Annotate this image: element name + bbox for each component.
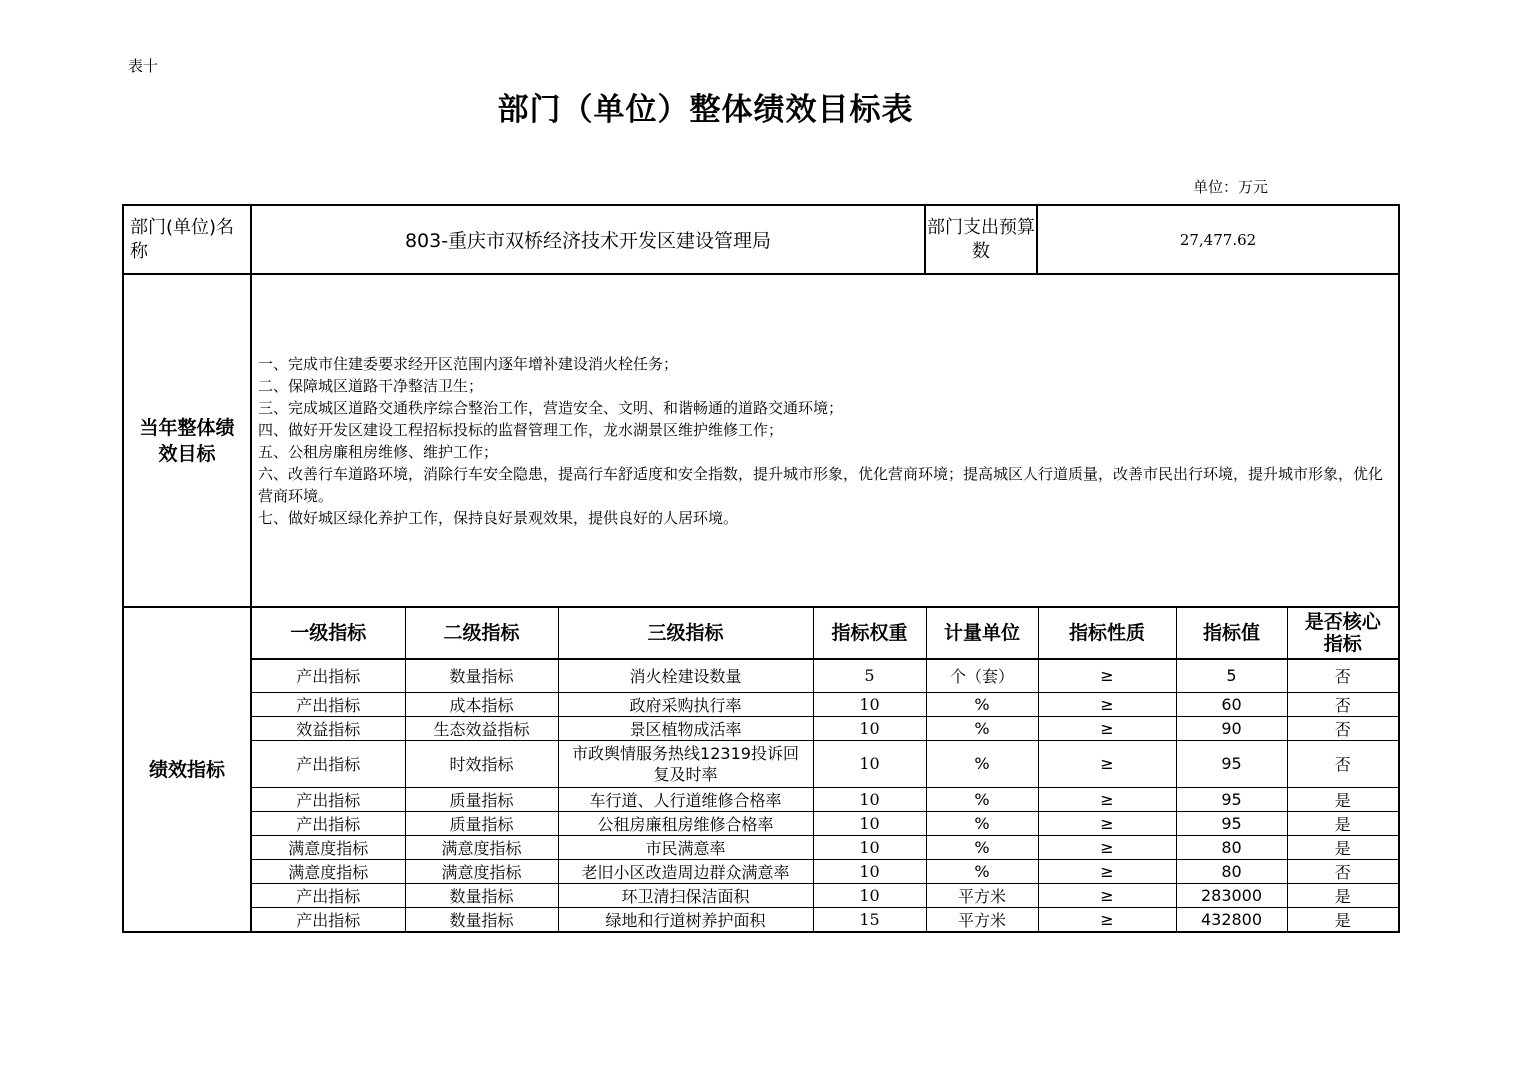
cell: ≥ xyxy=(1038,811,1176,835)
page-title: 部门（单位）整体绩效目标表 xyxy=(497,92,914,128)
cell: 10 xyxy=(813,716,926,740)
cell: 5 xyxy=(1176,659,1287,692)
indicators-header-row xyxy=(252,608,1398,659)
cell: % xyxy=(926,787,1038,811)
goal-item: 六、改善行车道路环境，消除行车安全隐患，提高行车舒适度和安全指数，提升城市形象，优化营商环境；提高城区人行道质量，改善市民出行环境，提升城市形象，优化营商环境。 xyxy=(258,464,1384,505)
cell: 市民满意率 xyxy=(558,835,813,859)
goal-item: 三、完成城区道路交通秩序综合整治工作，营造安全、文明、和谐畅通的道路交通环境； xyxy=(258,398,844,417)
cell: 产出指标 xyxy=(252,787,405,811)
cell: 公租房廉租房维修合格率 xyxy=(558,811,813,835)
table-row xyxy=(252,883,1398,907)
cell: ≥ xyxy=(1038,835,1176,859)
budget-value: 27,477.62 xyxy=(1037,205,1399,274)
table-row xyxy=(252,659,1398,692)
cell: 10 xyxy=(813,859,926,883)
cell: 产出指标 xyxy=(252,883,405,907)
cell: 是 xyxy=(1287,835,1398,859)
cell: ≥ xyxy=(1038,787,1176,811)
cell: 是 xyxy=(1287,787,1398,811)
col-header: 是否核心指标 xyxy=(1287,608,1398,659)
cell: 15 xyxy=(813,907,926,931)
cell: 产出指标 xyxy=(252,740,405,787)
cell: 10 xyxy=(813,692,926,716)
cell: 绿地和行道树养护面积 xyxy=(558,907,813,931)
cell: ≥ xyxy=(1038,692,1176,716)
cell: % xyxy=(926,859,1038,883)
goal-item: 五、公租房廉租房维修、维护工作； xyxy=(258,442,499,461)
cell: % xyxy=(926,692,1038,716)
cell: 车行道、人行道维修合格率 xyxy=(558,787,813,811)
cell: 95 xyxy=(1176,811,1287,835)
indicators-label: 绩效指标 xyxy=(123,607,251,932)
cell: 产出指标 xyxy=(252,659,405,692)
dept-label-cell xyxy=(123,205,251,274)
dept-name: 803-重庆市双桥经济技术开发区建设管理局 xyxy=(251,205,925,274)
col-header: 计量单位 xyxy=(926,608,1038,659)
table-row xyxy=(252,740,1398,787)
goals-row xyxy=(123,274,1399,607)
col-header: 二级指标 xyxy=(405,608,558,659)
goal-item: 二、保障城区道路干净整洁卫生； xyxy=(258,376,484,395)
cell: 否 xyxy=(1287,659,1398,692)
cell: 数量指标 xyxy=(405,883,558,907)
cell: ≥ xyxy=(1038,859,1176,883)
cell: % xyxy=(926,835,1038,859)
cell: 否 xyxy=(1287,692,1398,716)
cell: 产出指标 xyxy=(252,907,405,931)
cell: 否 xyxy=(1287,859,1398,883)
cell: 环卫清扫保洁面积 xyxy=(558,883,813,907)
cell: 否 xyxy=(1287,716,1398,740)
cell: 80 xyxy=(1176,859,1287,883)
cell: 景区植物成活率 xyxy=(558,716,813,740)
table-row xyxy=(252,907,1398,931)
header-row xyxy=(123,205,1399,274)
dept-label: 部门(单位)名称 xyxy=(130,216,235,262)
cell: 效益指标 xyxy=(252,716,405,740)
goal-item: 七、做好城区绿化养护工作，保持良好景观效果，提供良好的人居环境。 xyxy=(258,508,739,527)
indicators-cell xyxy=(251,607,1399,932)
col-header: 一级指标 xyxy=(252,608,405,659)
cell: 生态效益指标 xyxy=(405,716,558,740)
cell: 95 xyxy=(1176,740,1287,787)
col-header: 指标性质 xyxy=(1038,608,1176,659)
indicators-row xyxy=(123,607,1399,932)
cell: 满意度指标 xyxy=(405,835,558,859)
indicators-table xyxy=(252,608,1398,931)
cell: ≥ xyxy=(1038,716,1176,740)
unit-label: 单位：万元 xyxy=(1193,178,1269,196)
table-row xyxy=(252,787,1398,811)
col-header: 指标权重 xyxy=(813,608,926,659)
cell: ≥ xyxy=(1038,907,1176,931)
cell: 平方米 xyxy=(926,907,1038,931)
table-row xyxy=(252,859,1398,883)
cell: 是 xyxy=(1287,811,1398,835)
table-row xyxy=(252,716,1398,740)
cell: 质量指标 xyxy=(405,787,558,811)
budget-label-cell xyxy=(925,205,1037,274)
cell: 10 xyxy=(813,740,926,787)
cell: 95 xyxy=(1176,787,1287,811)
cell: 10 xyxy=(813,811,926,835)
cell: 成本指标 xyxy=(405,692,558,716)
cell: 满意度指标 xyxy=(405,859,558,883)
cell: 10 xyxy=(813,835,926,859)
cell: 80 xyxy=(1176,835,1287,859)
cell: 是 xyxy=(1287,883,1398,907)
col-header: 三级指标 xyxy=(558,608,813,659)
cell: ≥ xyxy=(1038,883,1176,907)
cell: 满意度指标 xyxy=(252,859,405,883)
cell: % xyxy=(926,740,1038,787)
goals-content xyxy=(251,274,1399,607)
cell: ≥ xyxy=(1038,740,1176,787)
cell: 5 xyxy=(813,659,926,692)
cell: 政府采购执行率 xyxy=(558,692,813,716)
cell: 平方米 xyxy=(926,883,1038,907)
table-row xyxy=(252,811,1398,835)
cell: 老旧小区改造周边群众满意率 xyxy=(558,859,813,883)
cell: 是 xyxy=(1287,907,1398,931)
table-row xyxy=(252,835,1398,859)
table-number: 表十 xyxy=(128,57,159,75)
cell: 283000 xyxy=(1176,883,1287,907)
cell: 满意度指标 xyxy=(252,835,405,859)
cell: 432800 xyxy=(1176,907,1287,931)
cell: 产出指标 xyxy=(252,811,405,835)
cell: 质量指标 xyxy=(405,811,558,835)
cell: 90 xyxy=(1176,716,1287,740)
table-row xyxy=(252,692,1398,716)
cell: 60 xyxy=(1176,692,1287,716)
budget-label: 部门支出预算数 xyxy=(927,216,1035,262)
col-header: 指标值 xyxy=(1176,608,1287,659)
performance-table xyxy=(122,204,1400,933)
cell: % xyxy=(926,716,1038,740)
cell: 时效指标 xyxy=(405,740,558,787)
cell: 数量指标 xyxy=(405,659,558,692)
cell: 10 xyxy=(813,883,926,907)
cell: 数量指标 xyxy=(405,907,558,931)
goal-item: 一、完成市住建委要求经开区范围内逐年增补建设消火栓任务； xyxy=(258,354,679,373)
cell: 市政舆情服务热线12319投诉回复及时率 xyxy=(558,740,813,787)
cell: % xyxy=(926,811,1038,835)
goals-label: 当年整体绩效目标 xyxy=(123,274,251,607)
cell: 10 xyxy=(813,787,926,811)
cell: ≥ xyxy=(1038,659,1176,692)
cell: 产出指标 xyxy=(252,692,405,716)
goal-item: 四、做好开发区建设工程招标投标的监督管理工作，龙水湖景区维护维修工作； xyxy=(258,420,784,439)
cell: 否 xyxy=(1287,740,1398,787)
cell: 个（套） xyxy=(926,659,1038,692)
cell: 消火栓建设数量 xyxy=(558,659,813,692)
